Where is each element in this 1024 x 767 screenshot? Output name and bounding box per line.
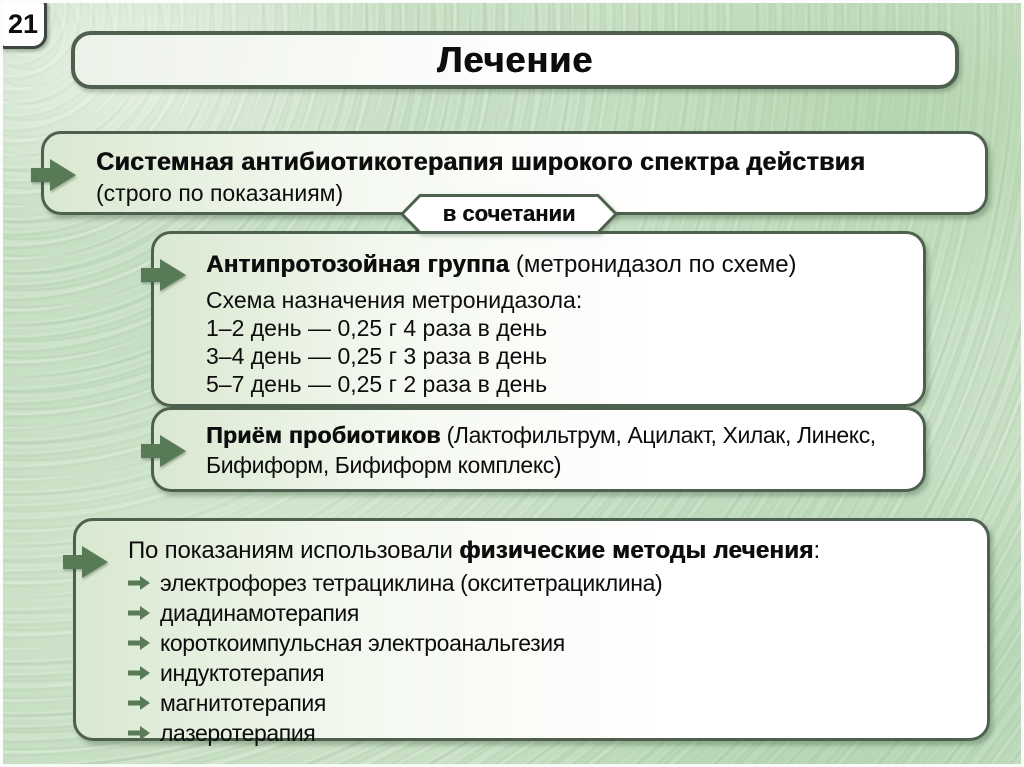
right-block-arrow-icon (141, 434, 187, 468)
list-item (128, 658, 971, 688)
physical-method: лазеротерапия (160, 720, 316, 746)
physical-heading-prefix: По показаниям использовали (128, 537, 460, 564)
probiotics-list: (Лактофильтрум, Ацилакт, Хилак, Линекс, Бифиформ, Бифиформ комплекс) (206, 422, 876, 478)
slide-number-badge (0, 0, 47, 49)
connector-label: в сочетании (442, 201, 576, 226)
probiotics-box (151, 407, 926, 492)
physical-methods-box (73, 518, 990, 746)
right-block-arrow-icon (141, 258, 187, 292)
antiprotozoal-box (151, 231, 926, 407)
scheme-line: 5–7 день — 0,25 г 2 раза в день (206, 371, 548, 397)
right-block-arrow-icon (31, 158, 77, 192)
slide-number: 21 (7, 8, 39, 39)
list-item (128, 688, 971, 718)
list-item (128, 718, 971, 748)
connector-label-hexagon (400, 193, 618, 235)
arrow-bullet-icon (128, 605, 151, 621)
metronidazole-scheme (206, 286, 907, 398)
arrow-bullet-icon (128, 665, 151, 681)
scheme-line: 1–2 день — 0,25 г 4 раза в день (206, 315, 548, 341)
physical-method: короткоимпульсная электроанальгезия (160, 630, 565, 656)
list-item (128, 568, 971, 598)
list-item (128, 598, 971, 628)
scheme-title: Схема назначения метронидазола: (206, 287, 583, 313)
antibiotics-heading (96, 146, 965, 178)
probiotics-heading-bold: Приём пробиотиков (206, 422, 441, 448)
physical-heading-suffix: : (813, 537, 820, 564)
antibiotics-heading-bold: Системная антибиотикотерапия широкого спектра действия (96, 148, 866, 176)
list-item (128, 628, 971, 658)
probiotics-text (206, 420, 907, 480)
scheme-line: 3–4 день — 0,25 г 3 раза в день (206, 343, 548, 369)
arrow-bullet-icon (128, 725, 151, 741)
physical-method: индуктотерапия (160, 660, 325, 686)
physical-method: магнитотерапия (160, 690, 326, 716)
slide-title-box (71, 31, 959, 89)
antibiotics-note: (строго по показаниям) (96, 180, 344, 206)
right-block-arrow-icon (63, 545, 109, 579)
antiprotozoal-heading-bold: Антипротозойная группа (206, 251, 510, 278)
slide-title: Лечение (436, 39, 594, 80)
physical-methods-heading (128, 535, 971, 566)
physical-methods-list (128, 568, 971, 748)
physical-heading-bold: физические методы лечения (459, 537, 814, 564)
physical-method: электрофорез тетрациклина (окситетрациклина) (160, 570, 663, 596)
antiprotozoal-heading-note: (метронидазол по схеме) (509, 251, 797, 278)
arrow-bullet-icon (128, 695, 151, 711)
physical-method: диадинамотерапия (160, 600, 359, 626)
arrow-bullet-icon (128, 635, 151, 651)
antiprotozoal-heading (206, 250, 907, 280)
arrow-bullet-icon (128, 575, 151, 591)
